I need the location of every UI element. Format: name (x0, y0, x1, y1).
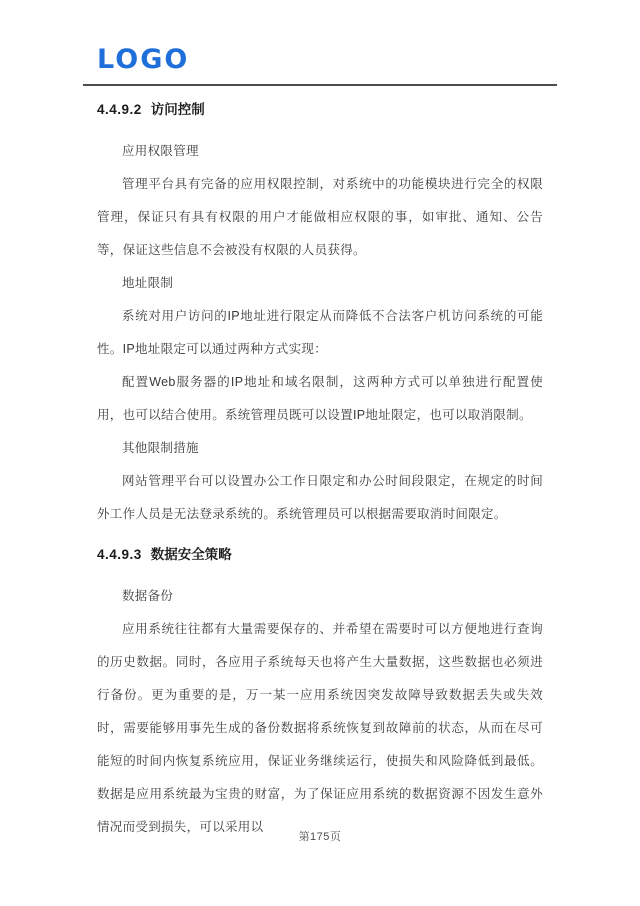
doc-paragraph: 其他限制措施 (122, 440, 199, 455)
page-number: 第175页 (298, 831, 342, 843)
doc-paragraph: 网站管理平台可以设置办公工作日限定和办公时间段限定，在规定的时间外工作人员是无法登录系统的。系统管理员可以根据需要取消时间限定。 (97, 473, 543, 521)
page-header (97, 44, 543, 86)
section-heading-data-security (97, 546, 543, 565)
section-title: 访问控制 (150, 102, 205, 118)
doc-paragraph: 配置Web服务器的IP地址和域名限制，这两种方式可以单独进行配置使用，也可以结合使用。系统管理员既可以设置IP地址限定，也可以取消限制。 (97, 374, 543, 422)
company-logo: LOGO (97, 44, 190, 75)
section-title: 数据安全策略 (150, 546, 232, 562)
doc-paragraph: 应用权限管理 (122, 143, 199, 158)
header-divider (83, 84, 557, 86)
section-number: 4.4.9.3 (97, 546, 142, 562)
section-number: 4.4.9.2 (97, 102, 142, 118)
doc-paragraph: 地址限制 (122, 275, 174, 290)
doc-paragraph: 系统对用户访问的IP地址进行限定从而降低不合法客户机访问系统的可能性。IP地址限定可以通过两种方式实现： (97, 308, 543, 356)
doc-paragraph: 数据备份 (122, 588, 174, 603)
doc-paragraph: 管理平台具有完备的应用权限控制，对系统中的功能模块进行完全的权限管理，保证只有具有权限的用户才能做相应权限的事，如审批、通知、公告等，保证这些信息不会被没有权限的人员获得。 (97, 176, 543, 257)
section-heading-access-control (97, 101, 543, 120)
doc-paragraph: 应用系统往往都有大量需要保存的、并希望在需要时可以方便地进行查询的历史数据。同时，各应用子系统每天也将产生大量数据，这些数据也必须进行备份。更为重要的是，万一某一应用系统因突发故障导致数据丢失或失效时，需要能够用事先生成的备份数据将系统恢复到故障前的状态，从而在尽可能短的时间内恢复系统应用，保证业务继续运行，使损失和风险降低到最低。数据是应用系统最为宝贵的财富，为了保证应用系统的数据资源不因发生意外情况而受到损失，可以采用以 (97, 621, 543, 834)
